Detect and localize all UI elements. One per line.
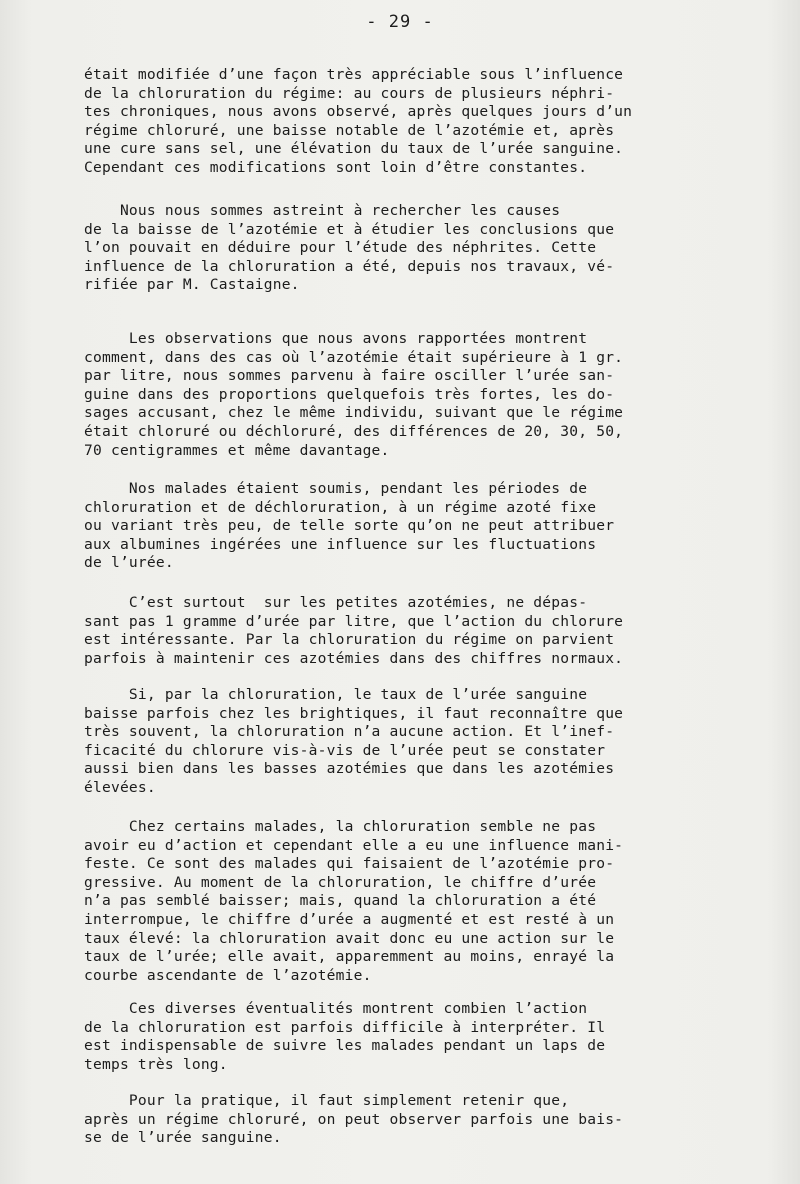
paragraph-7: Chez certains malades, la chloruration semble ne pas avoir eu d’action et cependant elle a eu une influence mani- feste. Ce sont des malades qui faisaient de l’azotémie pro- gressive. Au moment de la chloruration, le chiffre d’urée n’a pas semblé baisser; mais, quand la chloruration a été interrompue, le chiffre d’urée a augmenté et est resté à un taux élevé: la chloruration avait donc eu une action sur le taux de l’urée; elle avait, apparemment au moins, enrayé la courbe ascendante de l’azotémie. [84,818,624,984]
paragraph-9: Pour la pratique, il faut simplement retenir que, après un régime chloruré, on peut observer parfois une bais- se de l’urée sanguine. [84,1092,624,1147]
paragraph-2: Nous nous sommes astreint à rechercher les causes de la baisse de l’azotémie et à étudier les conclusions que l’on pouvait en déduire pour l’étude des néphrites. Cette influence de la chloruration a été, depuis nos travaux, vé- rifiée par M. Castaigne. [84,202,615,294]
paragraph-1: était modifiée d’une façon très appréciable sous l’influence de la chloruration du régime: au cours de plusieurs néphri- tes chroniques, nous avons observé, après quelques jours d’un régime chloruré, une baisse notable de l’azotémie et, après une cure sans sel, une élévation du taux de l’urée sanguine. Cependant ces modifications sont loin d’être constantes. [84,66,633,176]
paragraph-3: Les observations que nous avons rapportées montrent comment, dans des cas où l’azotémie était supérieure à 1 gr. par litre, nous sommes parvenu à faire osciller l’urée san- guine dans des proportions quelquefois très fortes, les do- sages accusant, chez le même individu, suivant que le régime était chloruré ou déchloruré, des différences de 20, 30, 50, 70 centigrammes et même davantage. [84,330,624,459]
paragraph-5: C’est surtout sur les petites azotémies, ne dépas- sant pas 1 gramme d’urée par litre, que l’action du chlorure est intéressante. Par la chloruration du régime on parvient parfois à maintenir ces azotémies dans des chiffres normaux. [84,594,624,667]
paragraph-6: Si, par la chloruration, le taux de l’urée sanguine baisse parfois chez les brightiques, il faut reconnaître que très souvent, la chloruration n’a aucune action. Et l’inef- ficacité du chlorure vis-à-vis de l’urée peut se constater aussi bien dans les basses azotémies que dans les azotémies élevées. [84,686,624,796]
paragraph-8: Ces diverses éventualités montrent combien l’action de la chloruration est parfois difficile à interpréter. Il est indispensable de suivre les malades pendant un laps de temps très long. [84,1000,606,1073]
paragraph-4: Nos malades étaient soumis, pendant les périodes de chloruration et de déchloruration, à un régime azoté fixe ou variant très peu, de telle sorte qu’on ne peut attribuer aux albumines ingérées une influence sur les fluctuations de l’urée. [84,480,615,572]
page-number: - 29 - [366,12,434,32]
